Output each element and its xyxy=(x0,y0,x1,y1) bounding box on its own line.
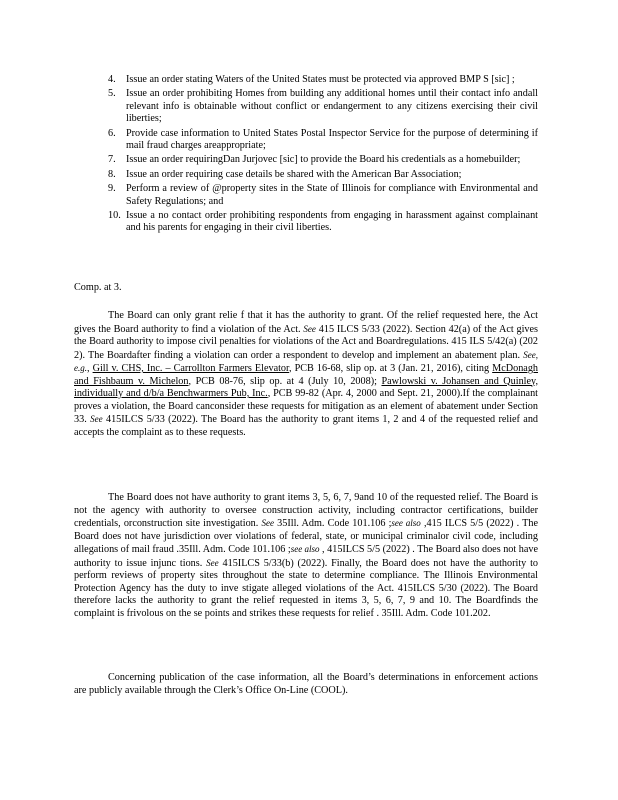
case-citation: McDonagh and Fishbaum v. Michelon xyxy=(74,363,539,387)
signal-see-also: see also xyxy=(391,518,421,528)
list-item-number: 10. xyxy=(108,210,121,222)
list-item-text: Issue an order prohibiting Homes from building any additional homes until their contact info andall relevant info is obtainable without conflict or endangerment to any citizens exercising their civil liberties; xyxy=(126,88,538,125)
paragraph-text: 415ILCS 5/33(b) (2022). Finally, the Board does not have the authority to perform reviews of property sites throughout the state to determine compliance. The Illinois Environmental Protection Agency has the duty to inve stigate alleged violations of the Act. 415ILCS 5/30 (2022). The Board therefore lacks the authority to grant the relief requested in items 3, 5, 6, 7, 9 and 10. The Boardfinds the complaint is frivolous on the se points and strikes these requests for relief . 35Ill. Adm. Code 101.202. xyxy=(74,557,539,619)
list-item xyxy=(108,169,538,181)
paragraph-no-authority xyxy=(74,492,538,620)
paragraph-text: 35Ill. Adm. Code 101.106 ; xyxy=(277,518,392,529)
list-item-number: 5. xyxy=(108,88,116,100)
list-item-text: Perform a review of @property sites in the State of Illinois for compliance with Environmental and Safety Regulations; and xyxy=(126,183,538,207)
list-item xyxy=(108,154,538,166)
case-citation: Gill v. CHS, Inc. – Carrollton Farmers Elevator xyxy=(92,363,290,374)
paragraph-text: The Board does not have authority to grant items 3, 5, 6, 7, 9and 10 of the requested relief. The Board is not the agency with authority to oversee construction activity, including contractor certifications, builder credentials, orconstruction site investigation. xyxy=(74,492,538,529)
signal-see-also: see also xyxy=(290,544,320,554)
complaint-citation: Comp. at 3. xyxy=(74,282,122,293)
list-item xyxy=(108,88,538,125)
paragraph-text: ,415 ILCS 5/5 (2022) . The Board does not have jurisdiction over violations of federal, state, or municipal criminalor civil code, including allegations of mail fraud .35Ill. Adm. Code 101.106 ; xyxy=(74,518,539,555)
case-citation: Pawlowski v. Johansen and Quinley, individually and d/b/a Benchwarmers Pub, Inc. xyxy=(74,375,539,399)
relief-request-list xyxy=(108,74,538,237)
list-item xyxy=(108,128,538,153)
list-item-number: 8. xyxy=(108,168,116,180)
signal-see-eg: See, e.g. xyxy=(74,349,539,373)
list-item-text: Provide case information to United States Postal Inspector Service for the purpose of determining if mail fraud charges areappropriate; xyxy=(126,127,538,152)
list-item-number: 9. xyxy=(108,183,116,195)
paragraph-text: The Board can only grant relie f that it has the authority to grant. Of the relief requested here, the Act gives the Board authority to find a violation of the Act. xyxy=(74,310,538,335)
paragraph-text: , PCB 08-76, slip op. at 4 (July 10, 2008); xyxy=(188,375,377,387)
paragraph-authority xyxy=(74,310,538,439)
signal-see: See xyxy=(303,323,316,334)
paragraph-text: 415ILCS 5/33 (2022). The Board has the authority to grant items 1, 2 and 4 of the requested relief and accepts the complaint as to these requests. xyxy=(74,414,539,438)
paragraph-text: 415 ILCS 5/33 (2022). Section 42(a) of the Act gives the Board authority to impose civil penalties for violations of the Act and Boardregulations. 415 ILS 5/42(a) (202 2). The Boardafter finding a violation can order a respondent to develop and implement an abatement plan. xyxy=(74,323,539,361)
paragraph-text: , 415ILCS 5/5 (2022) . The Board also does not have authority to issue injunc tions. xyxy=(74,544,539,569)
list-item xyxy=(108,210,538,235)
list-item xyxy=(108,183,538,208)
paragraph-text: , PCB 99-82 (Apr. 4, 2000 and Sept. 21, 2000).If the complainant proves a violation, the Board canconsider these requests for mitigation as an element of abatement under Section 33. xyxy=(74,388,538,425)
list-item-text: Issue a no contact order prohibiting respondents from engaging in harassment against complainant and his parents for engaging in their civil liberties. xyxy=(126,210,538,234)
paragraph-text: , xyxy=(87,363,90,374)
list-item-text: Issue an order stating Waters of the United States must be protected via approved BMP S [sic] ; xyxy=(126,74,515,85)
paragraph-publication: Concerning publication of the case information, all the Board’s determinations in enforcement actions are publicly available through the Clerk’s Office On-Line (COOL). xyxy=(74,672,538,696)
paragraph-text: , PCB 16-68, slip op. at 3 (Jan. 21, 2016), citing xyxy=(289,363,490,374)
list-item-number: 4. xyxy=(108,74,116,85)
signal-see: See xyxy=(90,414,103,424)
list-item-number: 7. xyxy=(108,154,116,166)
signal-see: See xyxy=(206,557,219,568)
list-item-number: 6. xyxy=(108,127,116,139)
list-item xyxy=(108,74,538,86)
list-item-text: Issue an order requiring case details be shared with the American Bar Association; xyxy=(126,168,462,180)
list-item-text: Issue an order requiringDan Jurjovec [sic] to provide the Board his credentials as a homebuilder; xyxy=(126,154,521,166)
signal-see: See xyxy=(261,518,274,528)
